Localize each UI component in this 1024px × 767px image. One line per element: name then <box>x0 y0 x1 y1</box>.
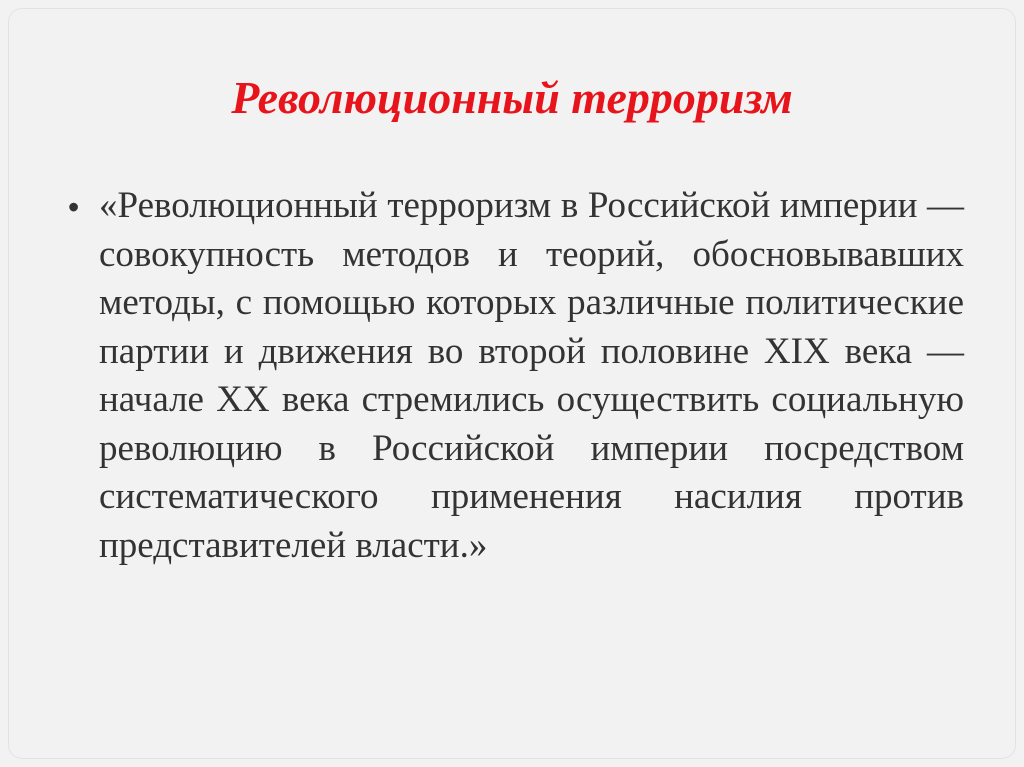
slide-title: Революционный терроризм <box>231 72 793 123</box>
bullet-text: «Революционный терроризм в Российской империи — совокупность методов и теорий, обосновывавших методы, с помощью которых различные политические партии и движения во второй половине XIX века — начале XX века стремились осуществить социальную революцию в Российской империи посредством систематического применения насилия против представителей власти.» <box>99 185 964 566</box>
bullet-dot-icon: • <box>68 189 80 225</box>
